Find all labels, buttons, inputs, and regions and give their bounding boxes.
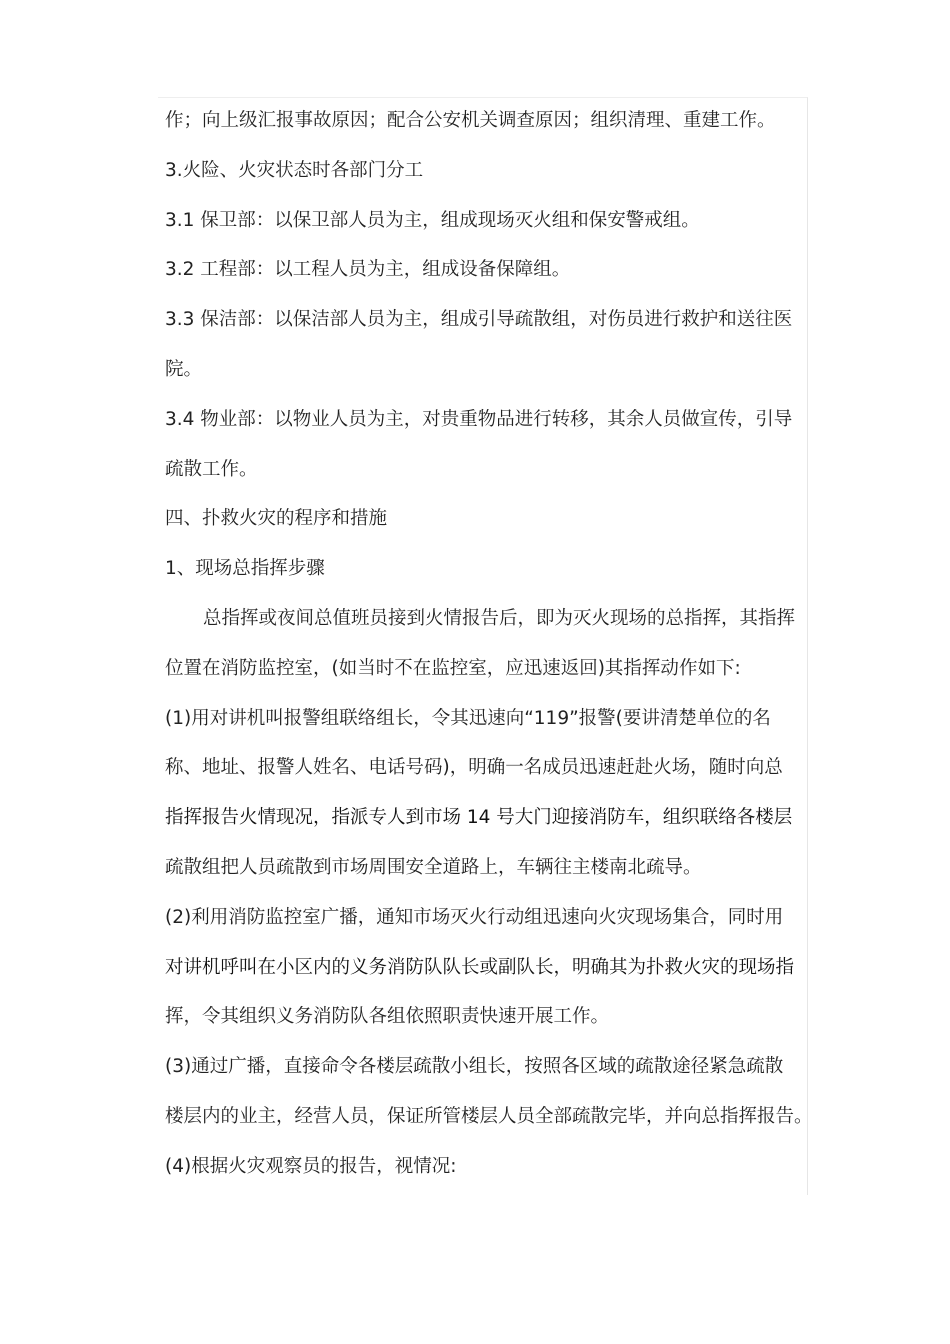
text-line: (4)根据火灾观察员的报告，视情况: — [165, 1155, 457, 1177]
text-line: 3.4 物业部：以物业人员为主，对贵重物品进行转移，其余人员做宣传，引导 — [165, 408, 793, 430]
text-line: 3.3 保洁部：以保洁部人员为主，组成引导疏散组，对伤员进行救护和送往医 — [165, 309, 793, 331]
text-line: 院。 — [165, 358, 203, 380]
text-line: 位置在消防监控室，(如当时不在监控室，应迅速返回)其指挥动作如下: — [165, 657, 741, 679]
text-line: 作；向上级汇报事故原因；配合公安机关调查原因；组织清理、重建工作。 — [165, 110, 776, 131]
text-line: 指挥报告火情现况，指派专人到市场 14 号大门迎接消防车，组织联络各楼层 — [165, 807, 793, 829]
subsection-heading: 1、现场总指挥步骤 — [165, 558, 325, 580]
text-line: 楼层内的业主，经营人员，保证所管楼层人员全部疏散完毕，并向总指挥报告。 — [165, 1105, 813, 1127]
text-line: 对讲机呼叫在小区内的义务消防队队长或副队长，明确其为扑救火灾的现场指 — [165, 956, 795, 978]
text-line: (2)利用消防监控室广播，通知市场灭火行动组迅速向火灾现场集合，同时用 — [165, 906, 784, 928]
text-line: 疏散工作。 — [165, 458, 258, 480]
text-line: 挥，令其组织义务消防队各组依照职责快速开展工作。 — [165, 1006, 610, 1028]
section-heading: 3.火险、火灾状态时各部门分工 — [165, 159, 424, 181]
text-line: (1)用对讲机叫报警组联络组长，令其迅速向“119”报警(要讲清楚单位的名 — [165, 707, 771, 729]
document-body — [165, 96, 813, 1192]
paragraph-first-line: 总指挥或夜间总值班员接到火情报告后，即为灭火现场的总指挥，其指挥 — [203, 607, 796, 629]
text-line: 称、地址、报警人姓名、电话号码)，明确一名成员迅速赶赴火场，随时向总 — [165, 757, 783, 779]
text-line: (3)通过广播，直接命令各楼层疏散小组长，按照各区域的疏散途径紧急疏散 — [165, 1056, 784, 1078]
section-heading: 四、扑救火灾的程序和措施 — [165, 508, 388, 530]
text-line: 疏散组把人员疏散到市场周围安全道路上，车辆往主楼南北疏导。 — [165, 856, 702, 878]
text-line: 3.2 工程部：以工程人员为主，组成设备保障组。 — [165, 259, 571, 281]
text-line: 3.1 保卫部：以保卫部人员为主，组成现场灭火组和保安警戒组。 — [165, 209, 700, 231]
